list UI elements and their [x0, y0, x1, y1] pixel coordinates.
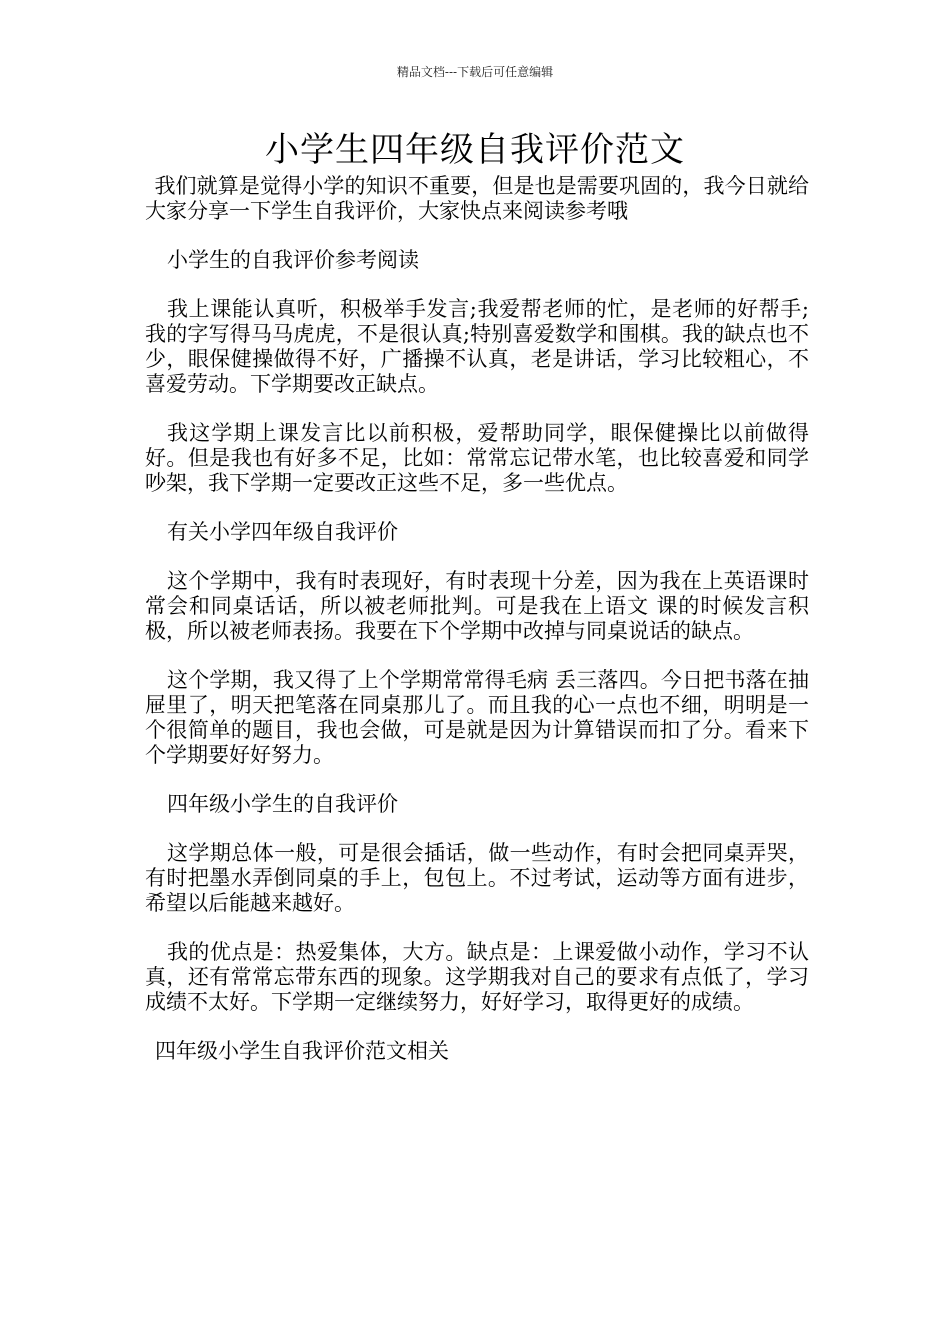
page-header: 精品文档---下载后可任意编辑 [396, 65, 554, 79]
section-2-paragraph-2: 这个学期，我又得了上个学期常常得毛病 丢三落四。今日把书落在抽屉里了，明天把笔落在同桌那儿了。而且我的心一点也不细，明明是一个很简单的题目，我也会做，可是就是因为计算错误而扣了分。看来下个学期要好好努力。 [145, 668, 809, 767]
final-heading: 四年级小学生自我评价范文相关 [155, 1039, 449, 1063]
section-heading-1: 小学生的自我评价参考阅读 [167, 248, 419, 272]
intro-paragraph: 我们就算是觉得小学的知识不重要，但是也是需要巩固的，我今日就给大家分享一下学生自我评价，大家快点来阅读参考哦 [145, 174, 809, 223]
document-title: 小学生四年级自我评价范文 [265, 130, 685, 170]
section-heading-2: 有关小学四年级自我评价 [167, 520, 398, 544]
section-1-paragraph-2: 我这学期上课发言比以前积极，爱帮助同学，眼保健操比以前做得好。但是我也有好多不足，比如：常常忘记带水笔，也比较喜爱和同学吵架，我下学期一定要改正这些不足，多一些优点。 [145, 421, 809, 495]
document-body [145, 174, 809, 1064]
section-1-paragraph-1: 我上课能认真听，积极举手发言;我爱帮老师的忙，是老师的好帮手;我的字写得马马虎虎，不是很认真;特别喜爱数学和围棋。我的缺点也不少，眼保健操做得不好，广播操不认真，老是讲话，学习比较粗心，不喜爱劳动。下学期要改正缺点。 [145, 297, 809, 396]
section-2-paragraph-1: 这个学期中，我有时表现好，有时表现十分差，因为我在上英语课时常会和同桌话话，所以被老师批判。可是我在上语文 课的时候发言积极，所以被老师表扬。我要在下个学期中改掉与同桌说话的缺点。 [145, 569, 809, 643]
section-3-paragraph-1: 这学期总体一般，可是很会插话，做一些动作，有时会把同桌弄哭，有时把墨水弄倒同桌的手上，包包上。不过考试，运动等方面有进步，希望以后能越来越好。 [145, 841, 809, 915]
section-3-paragraph-2: 我的优点是：热爱集体，大方。缺点是：上课爱做小动作，学习不认真，还有常常忘带东西的现象。这学期我对自己的要求有点低了，学习成绩不太好。下学期一定继续努力，好好学习，取得更好的成绩。 [145, 940, 809, 1014]
section-heading-3: 四年级小学生的自我评价 [167, 792, 398, 816]
